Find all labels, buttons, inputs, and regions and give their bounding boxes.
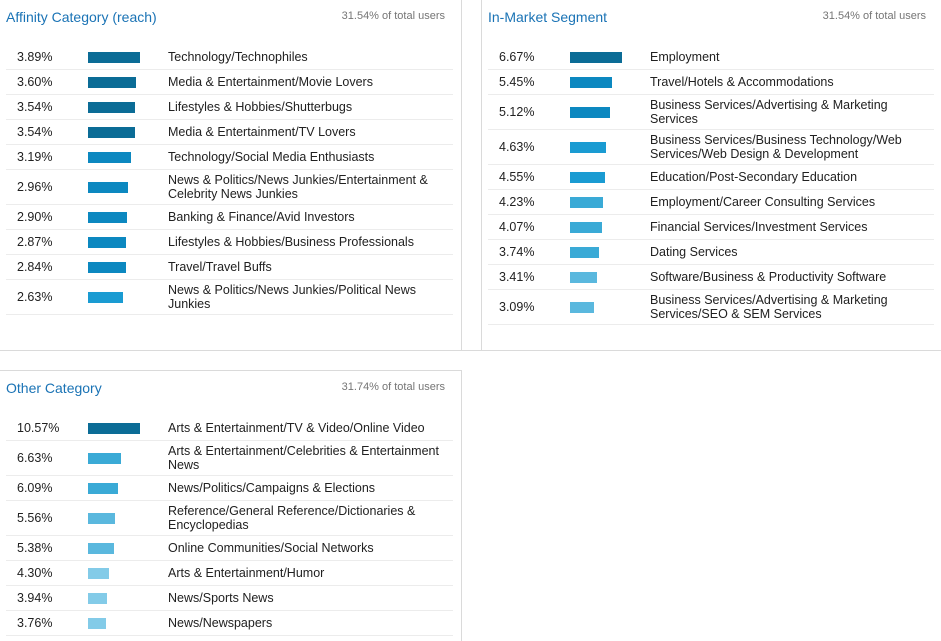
- inmarket-rows: [488, 45, 934, 325]
- percentage-bar: [88, 52, 140, 63]
- row-percentage: 5.12%: [499, 105, 535, 119]
- percentage-bar: [570, 302, 594, 313]
- row-label: Arts & Entertainment/Celebrities & Entertainment News: [168, 443, 439, 472]
- table-row[interactable]: [6, 70, 453, 95]
- percentage-bar: [88, 292, 123, 303]
- bar-cell: [66, 127, 168, 138]
- percentage-bar: [570, 77, 612, 88]
- percentage-bar: [570, 272, 597, 283]
- row-label: Education/Post-Secondary Education: [650, 169, 858, 184]
- bar-cell: [66, 453, 168, 464]
- bar-cell: [548, 142, 650, 153]
- bar-cell: [548, 222, 650, 233]
- row-percentage: 2.63%: [17, 290, 53, 304]
- row-label: Business Services/Advertising & Marketing Services: [650, 97, 888, 126]
- table-row[interactable]: [6, 561, 453, 586]
- panel-header: [0, 371, 461, 407]
- row-label: Business Services/Advertising & Marketing Services/SEO & SEM Services: [650, 292, 888, 321]
- bar-cell: [548, 247, 650, 258]
- bar-cell: [66, 593, 168, 604]
- bar-cell: [66, 237, 168, 248]
- bar-cell: [66, 102, 168, 113]
- bar-cell: [66, 543, 168, 554]
- table-row[interactable]: [6, 416, 453, 441]
- row-percentage: 2.84%: [17, 260, 53, 274]
- percentage-bar: [88, 212, 127, 223]
- in-market-segment-panel: [481, 0, 941, 350]
- row-label: Travel/Hotels & Accommodations: [650, 74, 834, 89]
- percentage-bar: [88, 423, 140, 434]
- bar-cell: [66, 423, 168, 434]
- bar-cell: [66, 292, 168, 303]
- row-percentage: 6.67%: [499, 50, 535, 64]
- row-percentage: 2.90%: [17, 210, 53, 224]
- row-label: Banking & Finance/Avid Investors: [168, 209, 355, 224]
- bar-cell: [66, 618, 168, 629]
- affinity-rows: [6, 45, 453, 315]
- percentage-bar: [570, 197, 603, 208]
- row-percentage: 5.38%: [17, 541, 53, 555]
- row-percentage: 3.54%: [17, 100, 53, 114]
- affinity-category-panel: [0, 0, 462, 350]
- bar-cell: [66, 77, 168, 88]
- table-row[interactable]: [488, 240, 934, 265]
- row-percentage: 4.07%: [499, 220, 535, 234]
- row-percentage: 4.23%: [499, 195, 535, 209]
- row-label: Media & Entertainment/Movie Lovers: [168, 74, 373, 89]
- table-row[interactable]: [488, 95, 934, 130]
- table-row[interactable]: [488, 215, 934, 240]
- bar-cell: [66, 513, 168, 524]
- percentage-bar: [88, 237, 126, 248]
- row-percentage: 4.30%: [17, 566, 53, 580]
- table-row[interactable]: [6, 255, 453, 280]
- percentage-bar: [570, 107, 610, 118]
- row-label: News/Newspapers: [168, 615, 273, 630]
- bar-cell: [66, 262, 168, 273]
- row-label: Reference/General Reference/Dictionaries & Encyclopedias: [168, 503, 416, 532]
- row-label: Technology/Technophiles: [168, 49, 308, 64]
- bar-cell: [548, 77, 650, 88]
- table-row[interactable]: [488, 45, 934, 70]
- row-label: Financial Services/Investment Services: [650, 219, 868, 234]
- other-rows: [6, 416, 453, 636]
- table-row[interactable]: [6, 230, 453, 255]
- table-row[interactable]: [6, 95, 453, 120]
- percentage-bar: [88, 568, 109, 579]
- percentage-bar: [88, 593, 107, 604]
- bar-cell: [548, 272, 650, 283]
- table-row[interactable]: [6, 586, 453, 611]
- table-row[interactable]: [6, 501, 453, 536]
- row-label: Employment: [650, 49, 720, 64]
- row-label: Lifestyles & Hobbies/Business Professionals: [168, 234, 414, 249]
- row-percentage: 3.89%: [17, 50, 53, 64]
- row-percentage: 10.57%: [17, 421, 60, 435]
- row-label: News & Politics/News Junkies/Entertainment & Celebrity News Junkies: [168, 172, 428, 201]
- row-label: Business Services/Business Technology/Web Services/Web Design & Development: [650, 132, 902, 161]
- percentage-bar: [88, 102, 135, 113]
- row-percentage: 6.63%: [17, 451, 53, 465]
- percentage-bar: [88, 77, 136, 88]
- percentage-bar: [88, 543, 114, 554]
- table-row[interactable]: [6, 611, 453, 636]
- table-row[interactable]: [6, 205, 453, 230]
- percentage-bar: [88, 618, 106, 629]
- panel-header: [0, 0, 461, 36]
- bar-cell: [66, 152, 168, 163]
- row-percentage: 3.60%: [17, 75, 53, 89]
- row-percentage: 2.87%: [17, 235, 53, 249]
- row-label: News & Politics/News Junkies/Political News Junkies: [168, 282, 416, 311]
- row-label: News/Politics/Campaigns & Elections: [168, 480, 376, 495]
- table-row[interactable]: [488, 70, 934, 95]
- bar-cell: [66, 182, 168, 193]
- row-percentage: 3.76%: [17, 616, 53, 630]
- bar-cell: [548, 197, 650, 208]
- row-label: Software/Business & Productivity Software: [650, 269, 887, 284]
- percentage-bar: [570, 142, 606, 153]
- panel-title[interactable]: Affinity Category (reach): [6, 9, 157, 25]
- bar-cell: [66, 483, 168, 494]
- row-label: Employment/Career Consulting Services: [650, 194, 876, 209]
- row-percentage: 3.09%: [499, 300, 535, 314]
- row-percentage: 3.41%: [499, 270, 535, 284]
- table-row[interactable]: [488, 130, 934, 165]
- row-label: Travel/Travel Buffs: [168, 259, 272, 274]
- panel-title[interactable]: Other Category: [6, 380, 102, 396]
- percentage-bar: [88, 152, 131, 163]
- row-percentage: 3.19%: [17, 150, 53, 164]
- table-row[interactable]: [6, 145, 453, 170]
- row-percentage: 5.56%: [17, 511, 53, 525]
- row-percentage: 3.74%: [499, 245, 535, 259]
- bar-cell: [66, 52, 168, 63]
- bar-cell: [548, 172, 650, 183]
- row-percentage: 3.94%: [17, 591, 53, 605]
- row-label: News/Sports News: [168, 590, 274, 605]
- horizontal-divider: [0, 350, 941, 351]
- bar-cell: [548, 302, 650, 313]
- table-row[interactable]: [6, 120, 453, 145]
- row-percentage: 3.54%: [17, 125, 53, 139]
- panel-subtitle: 31.54% of total users: [341, 10, 445, 22]
- row-label: Media & Entertainment/TV Lovers: [168, 124, 356, 139]
- percentage-bar: [570, 222, 602, 233]
- panel-subtitle: 31.74% of total users: [341, 381, 445, 393]
- table-row[interactable]: [6, 170, 453, 205]
- row-percentage: 6.09%: [17, 481, 53, 495]
- row-percentage: 4.63%: [499, 140, 535, 154]
- percentage-bar: [88, 483, 118, 494]
- table-row[interactable]: [6, 476, 453, 501]
- bar-cell: [548, 107, 650, 118]
- panel-header: [482, 0, 941, 36]
- row-label: Dating Services: [650, 244, 738, 259]
- table-row[interactable]: [6, 45, 453, 70]
- row-percentage: 2.96%: [17, 180, 53, 194]
- table-row[interactable]: [488, 290, 934, 325]
- panel-subtitle: 31.54% of total users: [822, 10, 926, 22]
- row-percentage: 4.55%: [499, 170, 535, 184]
- panel-title[interactable]: In-Market Segment: [488, 9, 608, 25]
- percentage-bar: [570, 172, 605, 183]
- percentage-bar: [88, 182, 128, 193]
- row-percentage: 5.45%: [499, 75, 535, 89]
- bar-cell: [66, 568, 168, 579]
- percentage-bar: [88, 127, 135, 138]
- row-label: Arts & Entertainment/TV & Video/Online Video: [168, 420, 425, 435]
- row-label: Online Communities/Social Networks: [168, 540, 374, 555]
- other-category-panel: [0, 370, 462, 641]
- table-row[interactable]: [488, 190, 934, 215]
- table-row[interactable]: [6, 280, 453, 315]
- table-row[interactable]: [6, 441, 453, 476]
- percentage-bar: [88, 513, 115, 524]
- table-row[interactable]: [488, 265, 934, 290]
- row-label: Technology/Social Media Enthusiasts: [168, 149, 375, 164]
- bar-cell: [548, 52, 650, 63]
- table-row[interactable]: [6, 536, 453, 561]
- percentage-bar: [570, 52, 622, 63]
- percentage-bar: [570, 247, 599, 258]
- table-row[interactable]: [488, 165, 934, 190]
- bar-cell: [66, 212, 168, 223]
- row-label: Arts & Entertainment/Humor: [168, 565, 325, 580]
- row-label: Lifestyles & Hobbies/Shutterbugs: [168, 99, 353, 114]
- percentage-bar: [88, 262, 126, 273]
- percentage-bar: [88, 453, 121, 464]
